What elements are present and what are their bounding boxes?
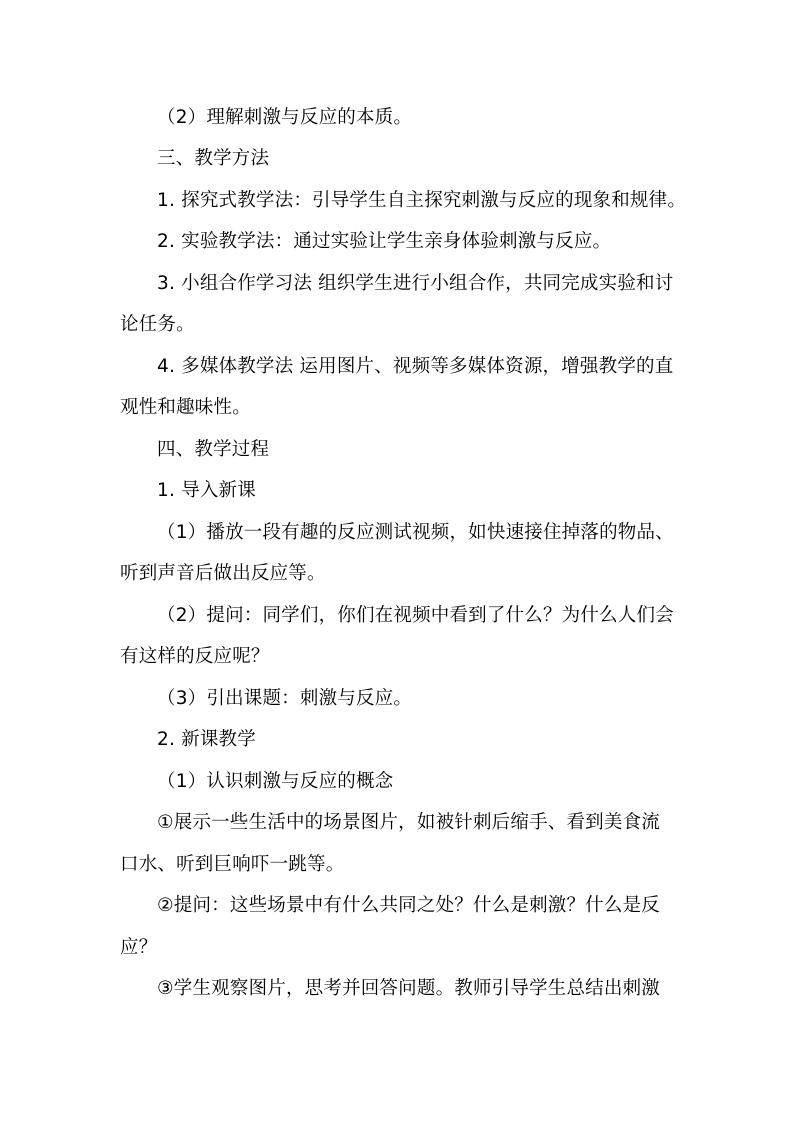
paragraph-line: ①展示一些生活中的场景图片，如被针刺后缩手、看到美食流 xyxy=(157,812,660,833)
paragraph-line: 4. 多媒体教学法 运用图片、视频等多媒体资源，增强教学的直 xyxy=(157,356,674,377)
paragraph-line: 3. 小组合作学习法 组织学生进行小组合作，共同完成实验和讨 xyxy=(157,273,674,294)
paragraph-line: 2. 实验教学法：通过实验让学生亲身体验刺激与反应。 xyxy=(157,231,612,252)
paragraph-line: （2）理解刺激与反应的本质。 xyxy=(157,107,413,128)
paragraph-line: 听到声音后做出反应等。 xyxy=(120,563,326,584)
paragraph-line: 有这样的反应呢？ xyxy=(120,646,270,667)
paragraph-line: （1）播放一段有趣的反应测试视频，如快速接住掉落的物品、 xyxy=(157,522,674,543)
paragraph-line: （1）认识刺激与反应的概念 xyxy=(157,771,394,792)
section-heading: 三、教学方法 xyxy=(157,148,270,169)
paragraph-line: ③学生观察图片，思考并回答问题。教师引导学生总结出刺激 xyxy=(157,978,660,999)
paragraph-line: （2）提问：同学们，你们在视频中看到了什么？为什么人们会 xyxy=(157,605,674,626)
paragraph-line: 观性和趣味性。 xyxy=(120,397,251,418)
paragraph-line: （3）引出课题：刺激与反应。 xyxy=(157,688,413,709)
section-heading: 四、教学过程 xyxy=(157,439,270,460)
paragraph-line: 1. 导入新课 xyxy=(157,480,256,501)
paragraph-line: 2. 新课教学 xyxy=(157,729,256,750)
paragraph-line: 1. 探究式教学法：引导学生自主探究刺激与反应的现象和规律。 xyxy=(157,190,687,211)
paragraph-line: ②提问：这些场景中有什么共同之处？什么是刺激？什么是反 xyxy=(157,895,660,916)
paragraph-line: 应？ xyxy=(120,937,158,958)
paragraph-line: 论任务。 xyxy=(120,314,195,335)
paragraph-line: 口水、听到巨响吓一跳等。 xyxy=(120,854,345,875)
